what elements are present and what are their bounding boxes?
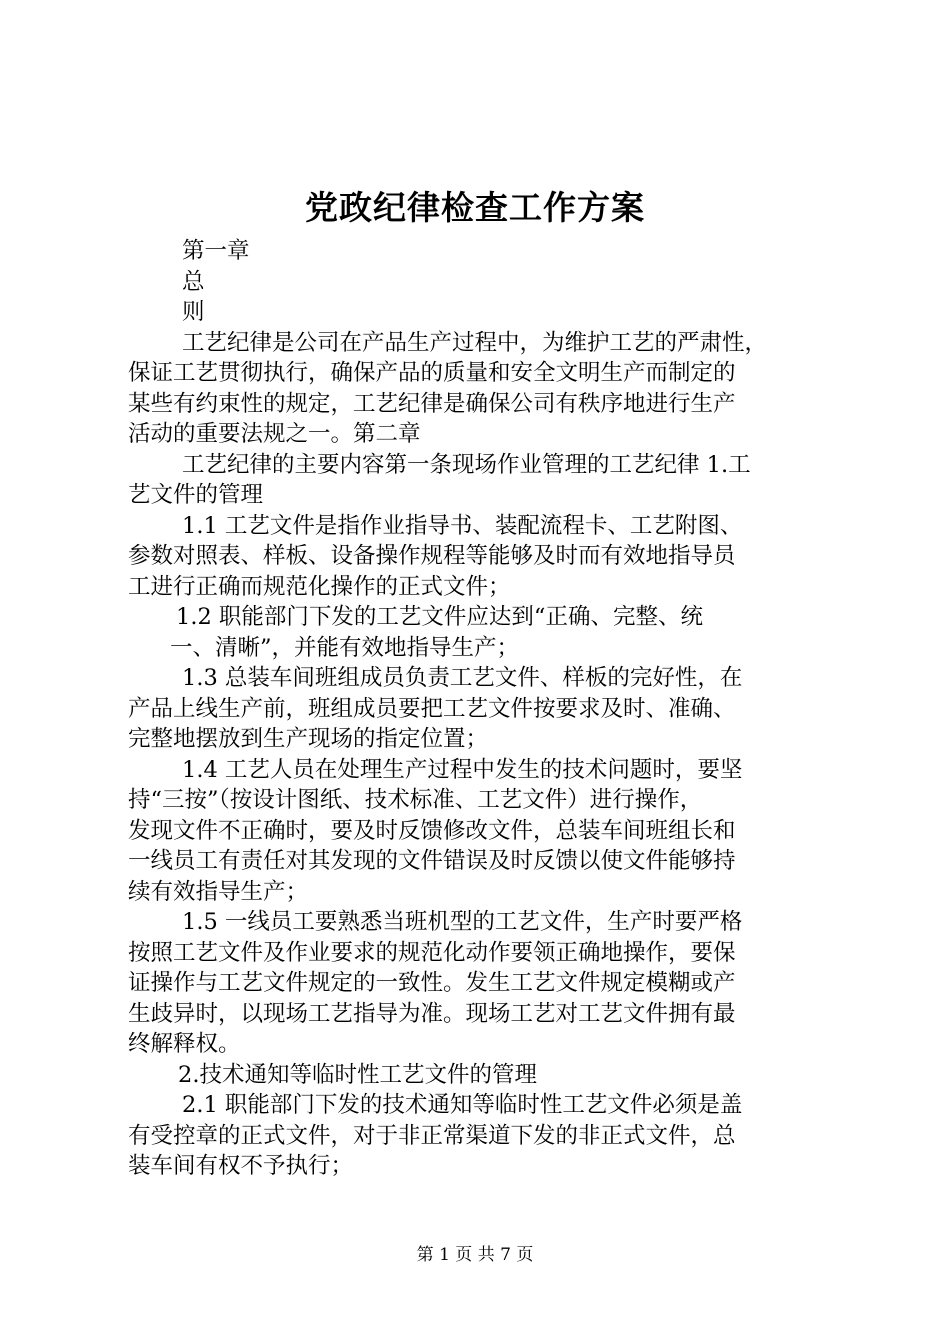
paragraph-line: 发现文件不正确时，要及时反馈修改文件，总装车间班组长和	[128, 817, 736, 844]
paragraph-line: 生歧异时，以现场工艺指导为准。现场工艺对工艺文件拥有最	[128, 1000, 736, 1027]
paragraph-line: 按照工艺文件及作业要求的规范化动作要领正确地操作，要保	[128, 939, 736, 966]
paragraph-line: 一线员工有责任对其发现的文件错误及时反馈以使文件能够持	[128, 848, 736, 874]
paragraph-line: 产品上线生产前，班组成员要把工艺文件按要求及时、准确、	[128, 695, 736, 722]
paragraph-line: 工进行正确而规范化操作的正式文件；	[128, 573, 511, 600]
paragraph-line: 工艺纪律是公司在产品生产过程中，为维护工艺的严肃性，	[182, 329, 768, 356]
paragraph-line: 活动的重要法规之一。第二章	[128, 421, 421, 447]
paragraph-line: 有受控章的正式文件，对于非正常渠道下发的非正式文件，总	[128, 1122, 736, 1149]
paragraph-line: 参数对照表、样板、设备操作规程等能够及时而有效地指导员	[128, 543, 736, 569]
document-body	[128, 236, 834, 1182]
chapter-heading-line: 总	[182, 268, 205, 295]
paragraph-line: 1.5 一线员工要熟悉当班机型的工艺文件，生产时要严格	[182, 909, 743, 935]
chapter-heading-line: 则	[182, 299, 205, 325]
chapter-heading-line: 第一章	[182, 238, 250, 264]
paragraph-line: 1.2 职能部门下发的工艺文件应达到“正确、完整、统	[176, 604, 703, 630]
paragraph-line: 持“三按”（按设计图纸、技术标准、工艺文件）进行操作，	[128, 787, 703, 813]
page-footer: 第 1 页 共 7 页	[416, 1245, 534, 1265]
paragraph-line: 工艺纪律的主要内容第一条现场作业管理的工艺纪律 1.工	[182, 451, 751, 478]
paragraph-line: 终解释权。	[128, 1031, 241, 1057]
paragraph-line: 保证工艺贯彻执行，确保产品的质量和安全文明生产而制定的	[128, 360, 736, 386]
paragraph-line: 续有效指导生产；	[128, 878, 309, 905]
paragraph-line: 艺文件的管理	[128, 482, 264, 508]
paragraph-line: 1.1 工艺文件是指作业指导书、装配流程卡、工艺附图、	[182, 512, 743, 539]
paragraph-line: 一、清晰”，并能有效地指导生产；	[170, 634, 520, 661]
paragraph-line: 证操作与工艺文件规定的一致性。发生工艺文件规定模糊或产	[128, 970, 736, 996]
paragraph-line: 装车间有权不予执行；	[128, 1153, 354, 1179]
paragraph-line: 2.1 职能部门下发的技术通知等临时性工艺文件必须是盖	[182, 1092, 743, 1118]
paragraph-line: 1.3 总装车间班组成员负责工艺文件、样板的完好性，在	[182, 665, 743, 691]
paragraph-line: 某些有约束性的规定，工艺纪律是确保公司有秩序地进行生产	[128, 390, 736, 417]
paragraph-line: 1.4 工艺人员在处理生产过程中发生的技术问题时，要坚	[182, 756, 743, 783]
document-title: 党政纪律检查工作方案	[305, 188, 645, 227]
paragraph-line: 完整地摆放到生产现场的指定位置；	[128, 726, 489, 752]
section-heading-line: 2.技术通知等临时性工艺文件的管理	[178, 1061, 537, 1088]
